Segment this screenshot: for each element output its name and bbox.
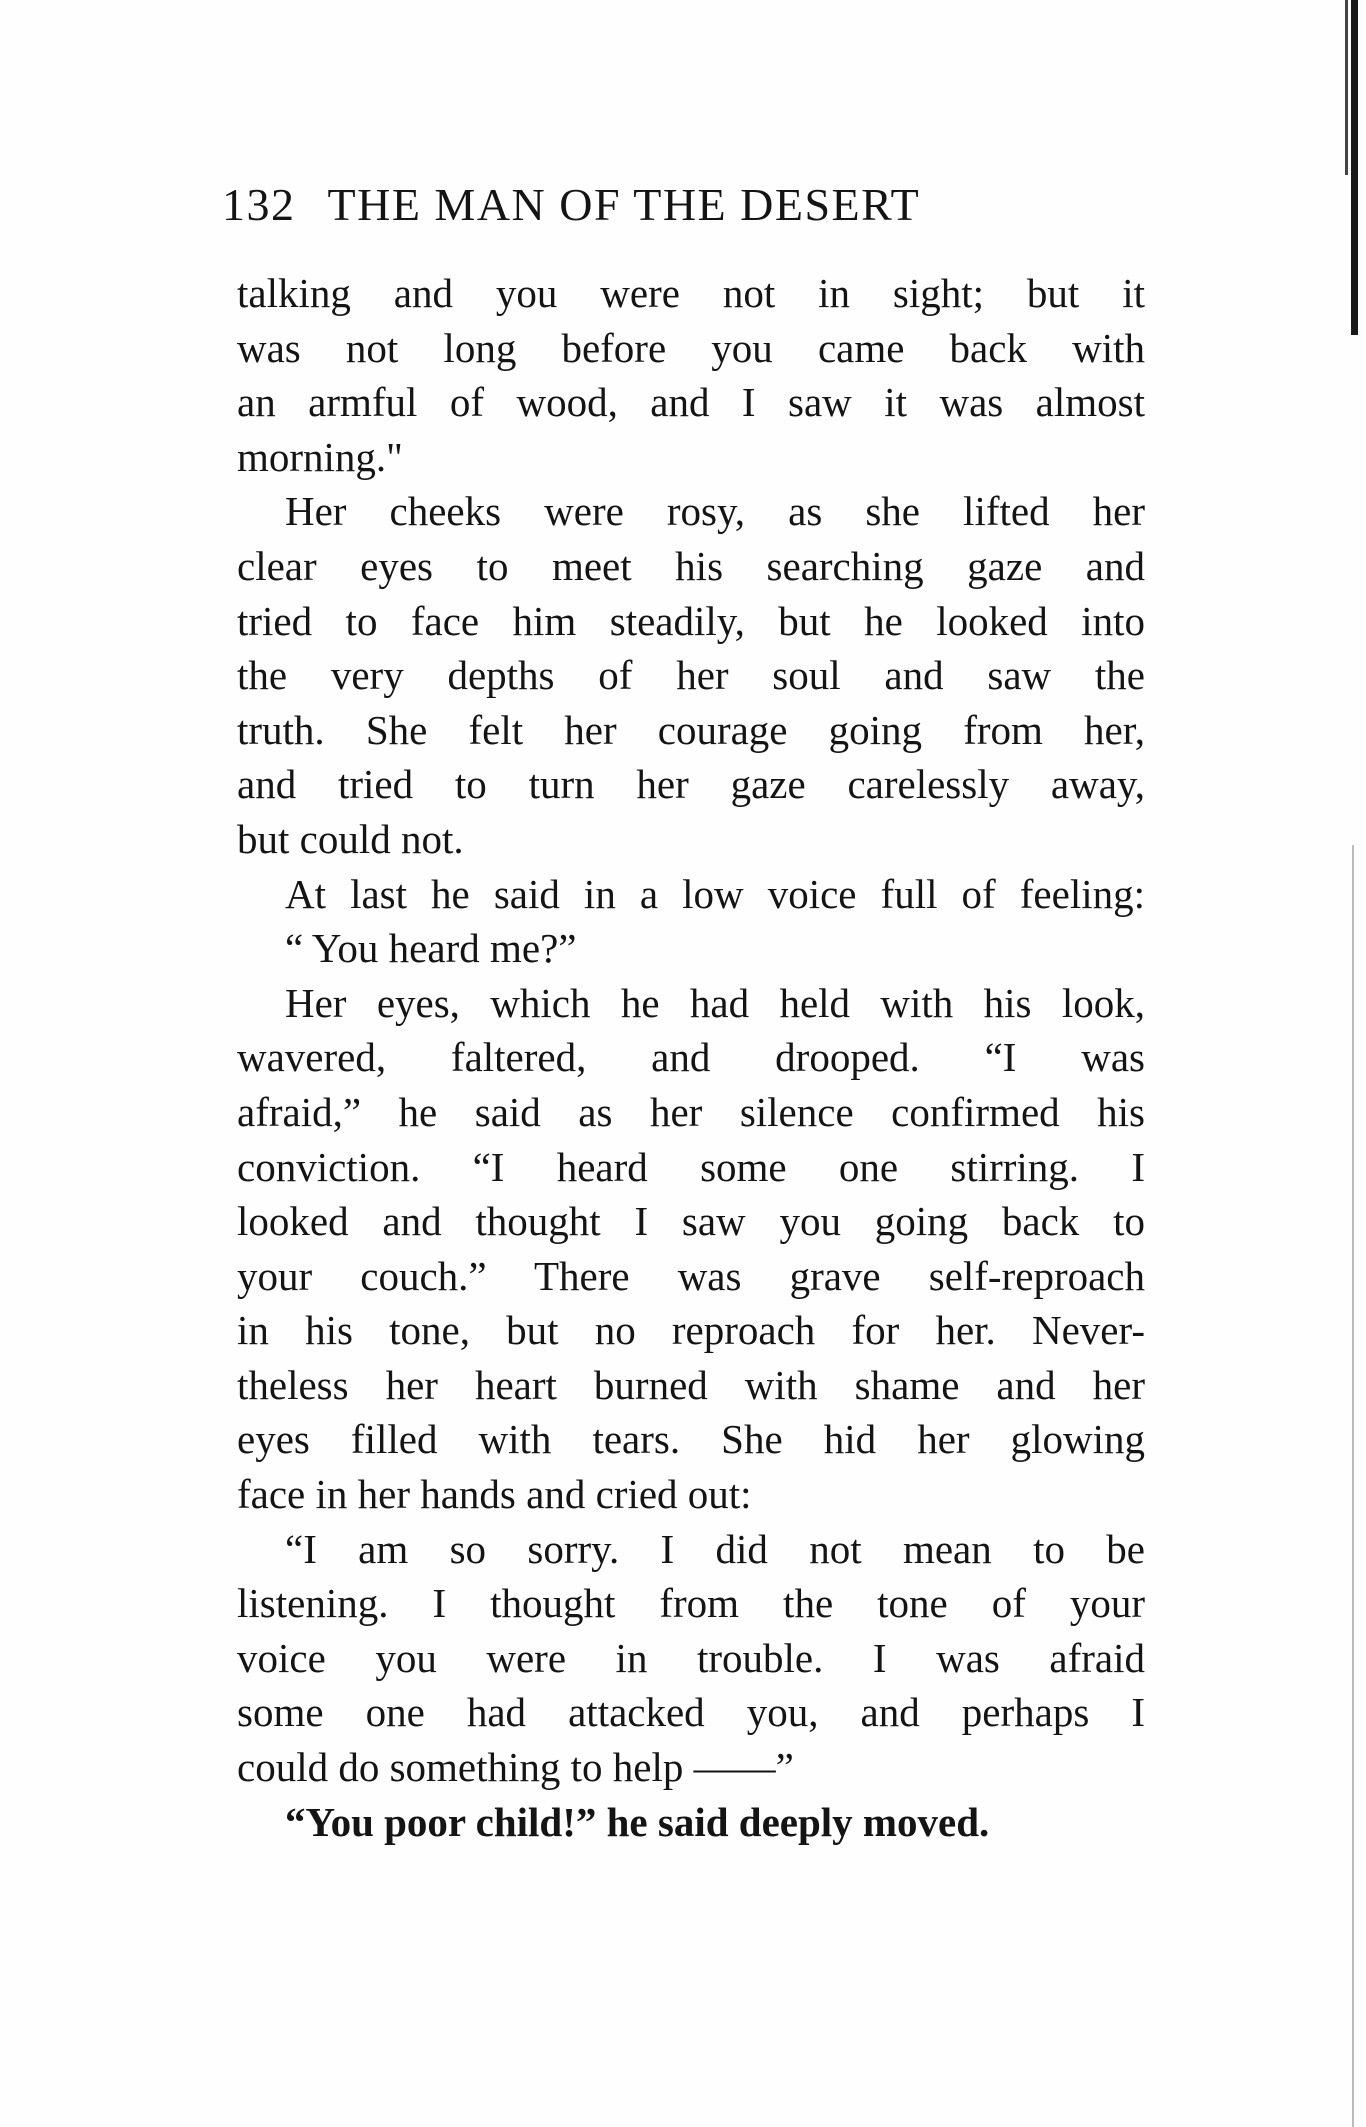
text-line: the very depths of her soul and saw the [237,652,1145,699]
text-line: truth. She felt her courage going from her, [237,706,1145,753]
text-line: but could not. [237,815,464,862]
text-line: face in her hands and cried out: [237,1471,752,1518]
text-line: looked and thought I saw you going back to [237,1198,1145,1245]
text-line: clear eyes to meet his searching gaze and [237,542,1145,589]
text-line: talking and you were not in sight; but it [237,270,1145,316]
text-line: afraid,” he said as her silence confirmed his [237,1088,1145,1135]
page-edge-line [1352,845,1354,2127]
text-line: some one had attacked you, and perhaps I [237,1689,1145,1736]
text-line: “You poor child!” he said deeply moved. [285,1798,990,1845]
text-line: At last he said in a low voice full of feeling: [285,870,1145,917]
text-line: in his tone, but no reproach for her. Never- [237,1307,1145,1354]
text-line: Her cheeks were rosy, as she lifted her [285,488,1145,535]
text-line: listening. I thought from the tone of your [237,1580,1145,1627]
text-line: an armful of wood, and I saw it was almost [237,379,1145,426]
text-line: “ You heard me?” [285,925,577,972]
running-title: THE MAN OF THE DESERT [327,179,921,230]
text-line: theless her heart burned with shame and her [237,1361,1145,1408]
text-line: was not long before you came back with [237,324,1145,371]
body-text [237,266,1145,1849]
text-line: eyes filled with tears. She hid her glowing [237,1416,1145,1463]
text-line: wavered, faltered, and drooped. “I was [237,1034,1145,1081]
text-line: morning." [237,433,403,480]
text-line: could do something to help ——” [237,1744,794,1791]
text-line: Her eyes, which he had held with his look, [285,979,1145,1026]
binding-edge [1351,0,1358,335]
running-header [222,178,1152,238]
text-line: voice you were in trouble. I was afraid [237,1634,1145,1681]
text-line: “I am so sorry. I did not mean to be [285,1525,1145,1572]
text-line: tried to face him steadily, but he looked into [237,597,1145,644]
text-line: your couch.” There was grave self-reproach [237,1252,1145,1299]
binding-edge-mark [1345,0,1348,175]
text-line: conviction. “I heard some one stirring. I [237,1143,1145,1190]
page-number: 132 [222,179,296,230]
text-line: and tried to turn her gaze carelessly away, [237,761,1145,808]
